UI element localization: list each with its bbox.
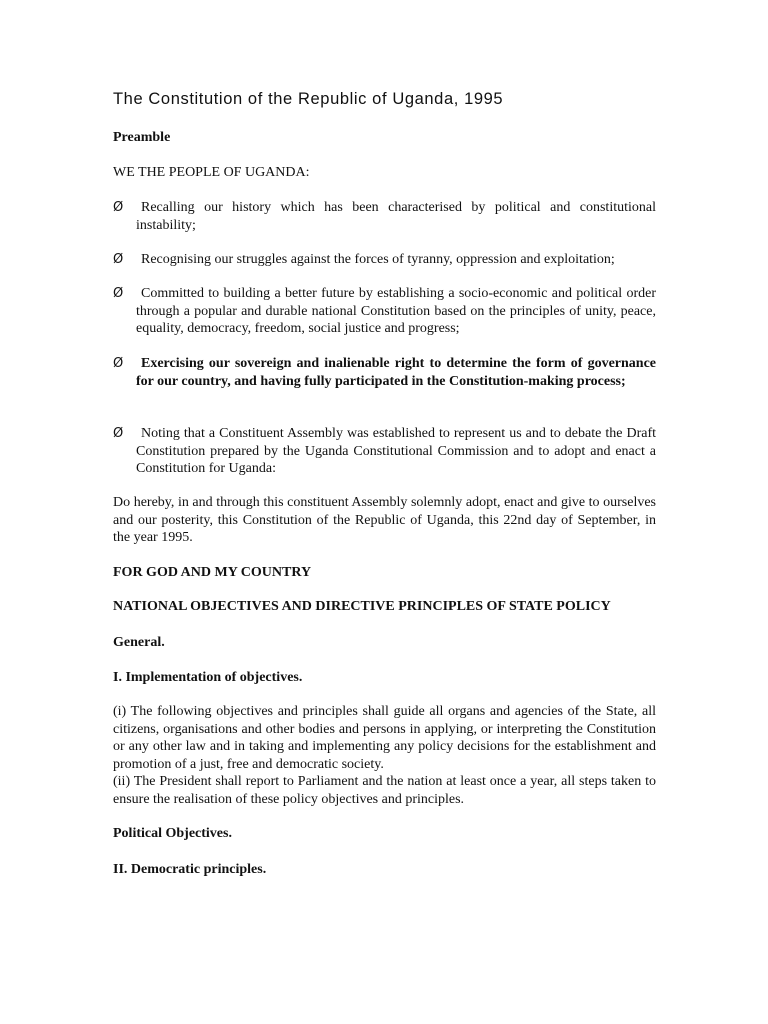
bullet-marker-icon: Ø	[113, 200, 124, 215]
preamble-bullet-recognising	[113, 251, 656, 269]
adoption-paragraph-text: Do hereby, in and through this constituent Assembly solemnly adopt, enact and give to ourselves and our posterity, this Constitution of the Republic of Uganda, this 22nd day of September, in the year 1995.	[113, 495, 656, 545]
preamble-bullet-noting	[113, 425, 656, 478]
bullet-marker-icon: Ø	[113, 426, 124, 441]
preamble-bullet-committed	[113, 285, 656, 338]
bullet-marker-icon: Ø	[113, 356, 124, 371]
document-title: The Constitution of the Republic of Uganda, 1995	[113, 90, 504, 108]
we-the-people-line: WE THE PEOPLE OF UGANDA:	[113, 165, 310, 180]
section-heading: NATIONAL OBJECTIVES AND DIRECTIVE PRINCIPLES OF STATE POLICY	[113, 599, 611, 614]
preamble-bullet-recalling	[113, 199, 656, 234]
bullet-marker-icon: Ø	[113, 252, 124, 267]
bullet-text: Recalling our history which has been characterised by political and constitutional instability;	[136, 200, 656, 233]
general-heading: General.	[113, 635, 165, 650]
bullet-text: Noting that a Constituent Assembly was established to represent us and to debate the Draft Constitution prepared by the Uganda Constitutional Commission and to adopt and enact a Constitution for Uganda:	[136, 426, 656, 476]
adoption-paragraph	[113, 494, 656, 547]
preamble-heading: Preamble	[113, 130, 171, 145]
implementation-heading: I. Implementation of objectives.	[113, 670, 303, 685]
democratic-principles-heading: II. Democratic principles.	[113, 862, 267, 877]
implementation-para-1: (i) The following objectives and principles shall guide all organs and agencies of the State, all citizens, organisations and other bodies and persons in applying, or interpreting the Constitution or any other law and in taking and implementing any policy decisions for the establishment and promotion of a just, free and democratic society.	[113, 704, 656, 772]
implementation-para-2: (ii) The President shall report to Parliament and the nation at least once a year, all steps taken to ensure the realisation of these policy objectives and principles.	[113, 774, 656, 807]
bullet-text: Exercising our sovereign and inalienable right to determine the form of governance for our country, and having fully participated in the Constitution-making process;	[136, 356, 656, 389]
implementation-paragraphs	[113, 703, 656, 808]
political-objectives-heading: Political Objectives.	[113, 826, 232, 841]
bullet-marker-icon: Ø	[113, 286, 124, 301]
bullet-text: Committed to building a better future by establishing a socio-economic and political order through a popular and durable national Constitution based on the principles of unity, peace, equality, democracy, freedom, social justice and progress;	[136, 286, 656, 336]
motto-heading: FOR GOD AND MY COUNTRY	[113, 565, 312, 580]
preamble-bullet-exercising	[113, 355, 656, 390]
bullet-text: Recognising our struggles against the forces of tyranny, oppression and exploitation;	[141, 252, 615, 267]
